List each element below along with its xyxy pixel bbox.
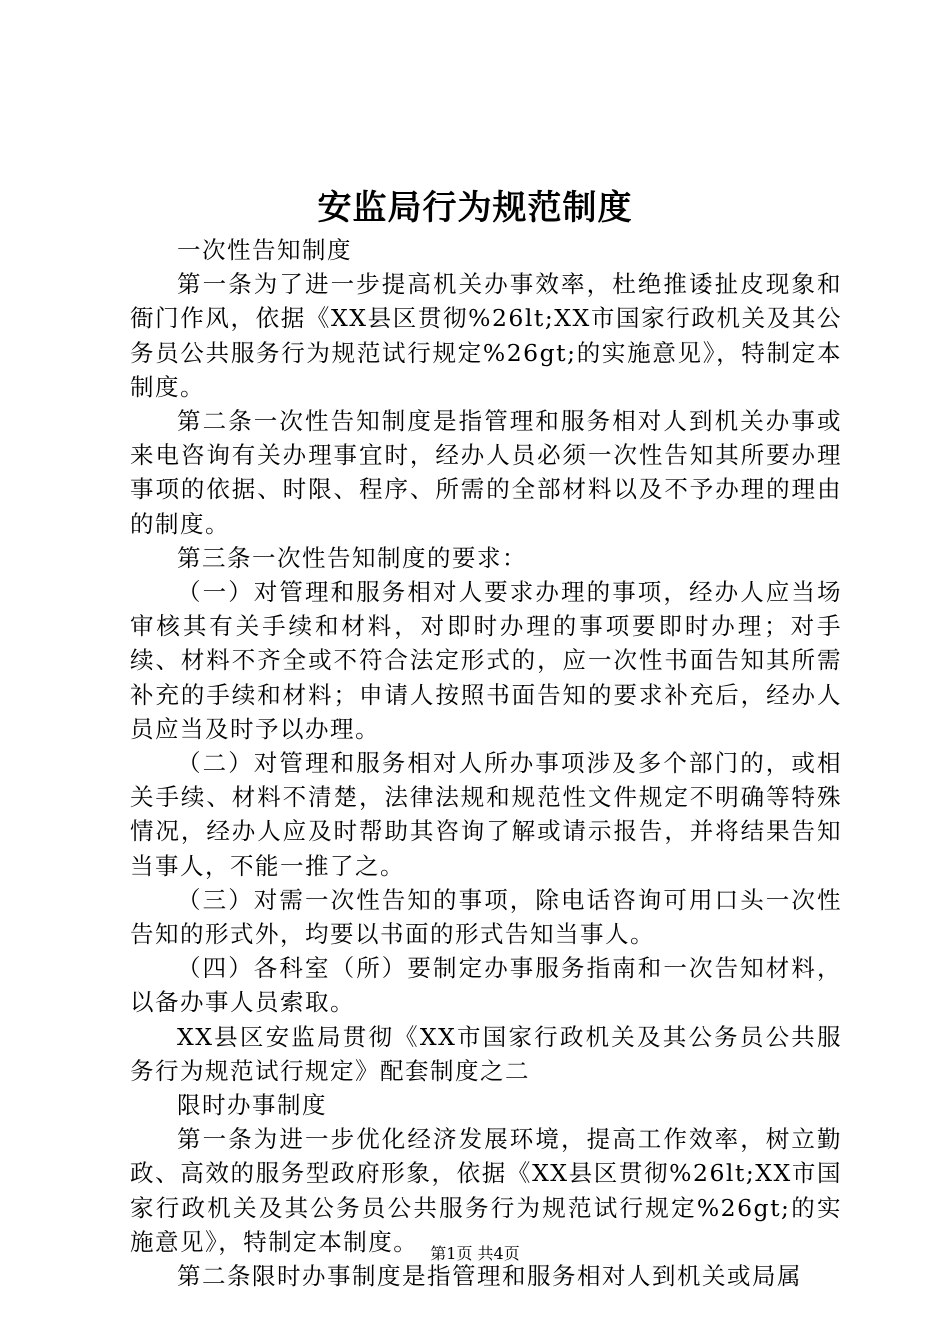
- paragraph-article-1: 第一条为了进一步提高机关办事效率，杜绝推诿扯皮现象和衙门作风，依据《XX县区贯彻%26lt;XX市国家行政机关及其公务员公共服务行为规范试行规定%26gt;的实施意见》，特制定本制度。: [130, 270, 842, 401]
- paragraph-article-2-b: 第二条限时办事制度是指管理和服务相对人到机关或局属: [177, 1262, 802, 1291]
- paragraph-article-1-b: 第一条为进一步优化经济发展环境，提高工作效率，树立勤政、高效的服务型政府形象，依据《XX县区贯彻%26lt;XX市国家行政机关及其公务员公共服务行为规范试行规定%26gt;的实施意见》，特制定本制度。: [130, 1125, 842, 1256]
- paragraph-section-heading-2: 限时办事制度: [177, 1091, 327, 1120]
- paragraph-item-3: （三）对需一次性告知的事项，除电话咨询可用口头一次性告知的形式外，均要以书面的形式告知当事人。: [130, 885, 842, 949]
- document-body: [130, 233, 842, 1293]
- paragraph-section-heading-1: 一次性告知制度: [177, 236, 352, 264]
- paragraph-item-2: （二）对管理和服务相对人所办事项涉及多个部门的，或相关手续、材料不清楚，法律法规和规范性文件规定不明确等特殊情况，经办人应及时帮助其咨询了解或请示报告，并将结果告知当事人，不能一推了之。: [130, 749, 842, 880]
- paragraph-item-1: （一）对管理和服务相对人要求办理的事项，经办人应当场审核其有关手续和材料，对即时办理的事项要即时办理；对手续、材料不齐全或不符合法定形式的，应一次性书面告知其所需补充的手续和材料；申请人按照书面告知的要求补充后，经办人员应当及时予以办理。: [130, 578, 842, 743]
- page-number-footer: 第1页 共4页: [430, 1244, 520, 1263]
- document-title: 安监局行为规范制度: [317, 188, 633, 228]
- paragraph-article-3: 第三条一次性告知制度的要求：: [177, 543, 527, 572]
- paragraph-article-2: 第二条一次性告知制度是指管理和服务相对人到机关办事或来电咨询有关办理事宜时，经办人员必须一次性告知其所要办理事项的依据、时限、程序、所需的全部材料以及不予办理的理由的制度。: [130, 407, 842, 538]
- paragraph-item-4: （四）各科室（所）要制定办事服务指南和一次告知材料，以备办事人员索取。: [130, 954, 842, 1017]
- paragraph-supporting-system-title: XX县区安监局贯彻《XX市国家行政机关及其公务员公共服务行为规范试行规定》配套制度之二: [130, 1022, 842, 1085]
